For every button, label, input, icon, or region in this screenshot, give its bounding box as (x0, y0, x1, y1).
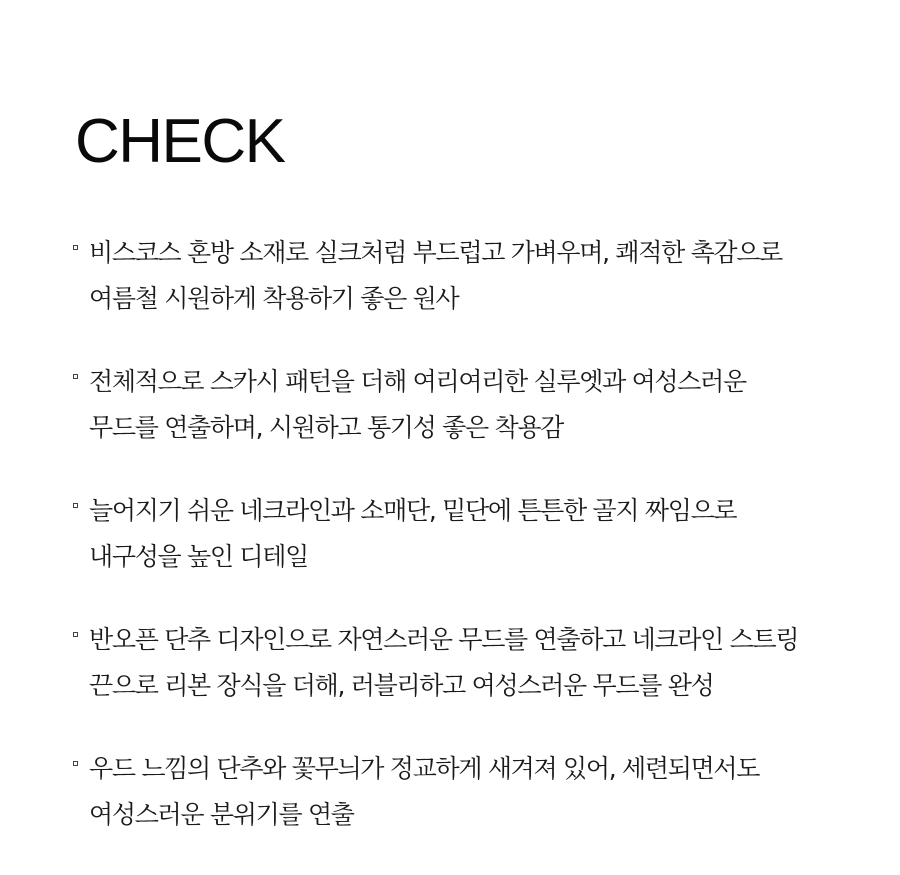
check-item-line: 반오픈 단추 디자인으로 자연스러운 무드를 연출하고 네크라인 스트링 (89, 625, 799, 654)
check-item-line: 내구성을 높인 디테일 (89, 542, 308, 571)
check-item-line: 비스코스 혼방 소재로 실크처럼 부드럽고 가벼우며, 쾌적한 촉감으로 (89, 238, 782, 267)
check-item-line: 무드를 연출하며, 시원하고 통기성 좋은 착용감 (89, 413, 564, 442)
check-item (70, 359, 850, 451)
square-bullet-icon (73, 374, 78, 379)
check-item-line: 여름철 시원하게 착용하기 좋은 원사 (89, 284, 459, 313)
square-bullet-icon (73, 245, 78, 250)
square-bullet-icon (73, 503, 78, 508)
check-item-line: 전체적으로 스카시 패턴을 더해 여리여리한 실루엣과 여성스러운 (89, 367, 746, 396)
square-bullet-icon (73, 761, 78, 766)
square-bullet-icon (73, 632, 78, 637)
check-list (70, 230, 850, 875)
check-item-line: 늘어지기 쉬운 네크라인과 소매단, 밑단에 튼튼한 골지 짜임으로 (89, 496, 737, 525)
section-title: CHECK (75, 107, 285, 176)
check-item (70, 617, 850, 709)
check-item (70, 230, 850, 322)
check-item-line: 끈으로 리본 장식을 더해, 러블리하고 여성스러운 무드를 완성 (89, 671, 714, 700)
check-item-line: 우드 느낌의 단추와 꽃무늬가 정교하게 새겨져 있어, 세련되면서도 (89, 754, 760, 783)
check-item (70, 746, 850, 838)
check-item-line: 여성스러운 분위기를 연출 (89, 800, 354, 829)
check-item (70, 488, 850, 580)
